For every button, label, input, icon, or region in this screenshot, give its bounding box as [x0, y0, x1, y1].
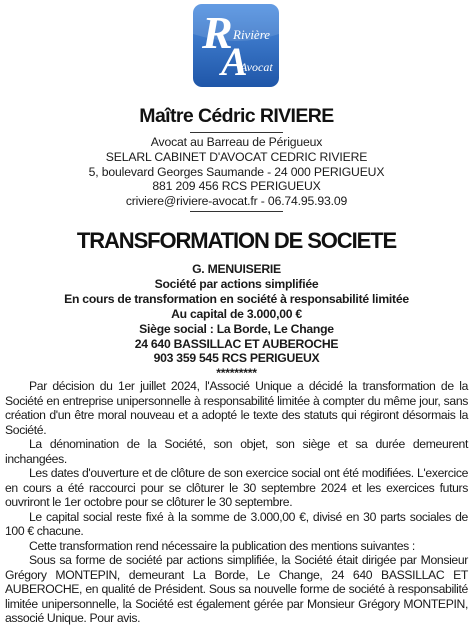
firm-contact-block	[0, 135, 473, 209]
notice-title: TRANSFORMATION DE SOCIETE	[76, 228, 397, 253]
divider-top	[190, 132, 283, 133]
body-paragraph: Par décision du 1er juillet 2024, l'Associé Unique a décidé la transformation de la Société en entreprise unipersonnelle à responsabilité limitée à compter du même jour, sans création d'un être moral nouveau et a adopté le texte des statuts qui régiront désormais la Société.	[5, 379, 468, 437]
logo-word-riviere: Rivière	[233, 27, 271, 42]
firm-name: Maître Cédric RIVIERE	[139, 105, 334, 127]
company-line: Au capital de 3.000,00 €	[171, 306, 302, 321]
body-paragraph: Sous sa forme de société par actions simplifiée, la Société était dirigée par Monsieur Grégory MONTEPIN, demeurant La Borde, Le Change, 24 640 BASSILLAC ET AUBEROCHE, en qualité de Président. Sous sa nouvelle forme de société à responsabilité limitée unipersonnelle, la Société est également gérée par Monsieur Grégory MONTEPIN, associé Unique. Pour avis.	[5, 553, 468, 625]
body-paragraph: Cette transformation rend nécessaire la publication des mentions suivantes :	[29, 538, 415, 553]
divider-bottom	[190, 211, 283, 212]
company-line: 903 359 545 RCS PERIGUEUX	[153, 351, 320, 366]
contact-line: 5, boulevard Georges Saumande - 24 000 PERIGUEUX	[88, 164, 385, 179]
notice-body	[5, 379, 468, 626]
law-firm-logo	[193, 4, 279, 87]
contact-line: SELARL CABINET D'AVOCAT CEDRIC RIVIERE	[105, 149, 368, 164]
logo-letter-r: R	[202, 7, 233, 58]
contact-line: 881 209 456 RCS PERIGUEUX	[152, 179, 321, 194]
company-line: G. MENUISERIE	[192, 262, 281, 276]
contact-line: Avocat au Barreau de Périgueux	[150, 135, 323, 149]
company-line: En cours de transformation en société à responsabilité limitée	[64, 291, 409, 306]
logo-word-avocat: Avocat	[240, 60, 273, 74]
separator-asterisks: *********	[216, 366, 257, 381]
body-paragraph: Les dates d'ouverture et de clôture de son exercice social ont été modifiées. L'exercice en cours a été raccourci pour se clôturer le 30 septembre 2024 et les exercices futurs ouvriront le 1er octobre pour se clôturer le 30 septembre.	[5, 466, 468, 509]
company-line: Siège social : La Borde, Le Change	[139, 321, 334, 336]
logo-graphic	[193, 4, 279, 87]
body-paragraph: Le capital social reste fixé à la somme de 3.000,00 €, divisé en 30 parts sociales de 100 € chacune.	[5, 509, 468, 538]
company-line: Société par actions simplifiée	[154, 276, 319, 291]
body-paragraph: La dénomination de la Société, son objet, son siège et sa durée demeurent inchangées.	[5, 437, 468, 466]
logo-letter-a: A	[221, 39, 248, 84]
contact-line: criviere@riviere-avocat.fr - 06.74.95.93.09	[125, 194, 348, 209]
company-details	[0, 262, 473, 381]
company-line: 24 640 BASSILLAC ET AUBEROCHE	[134, 336, 339, 351]
